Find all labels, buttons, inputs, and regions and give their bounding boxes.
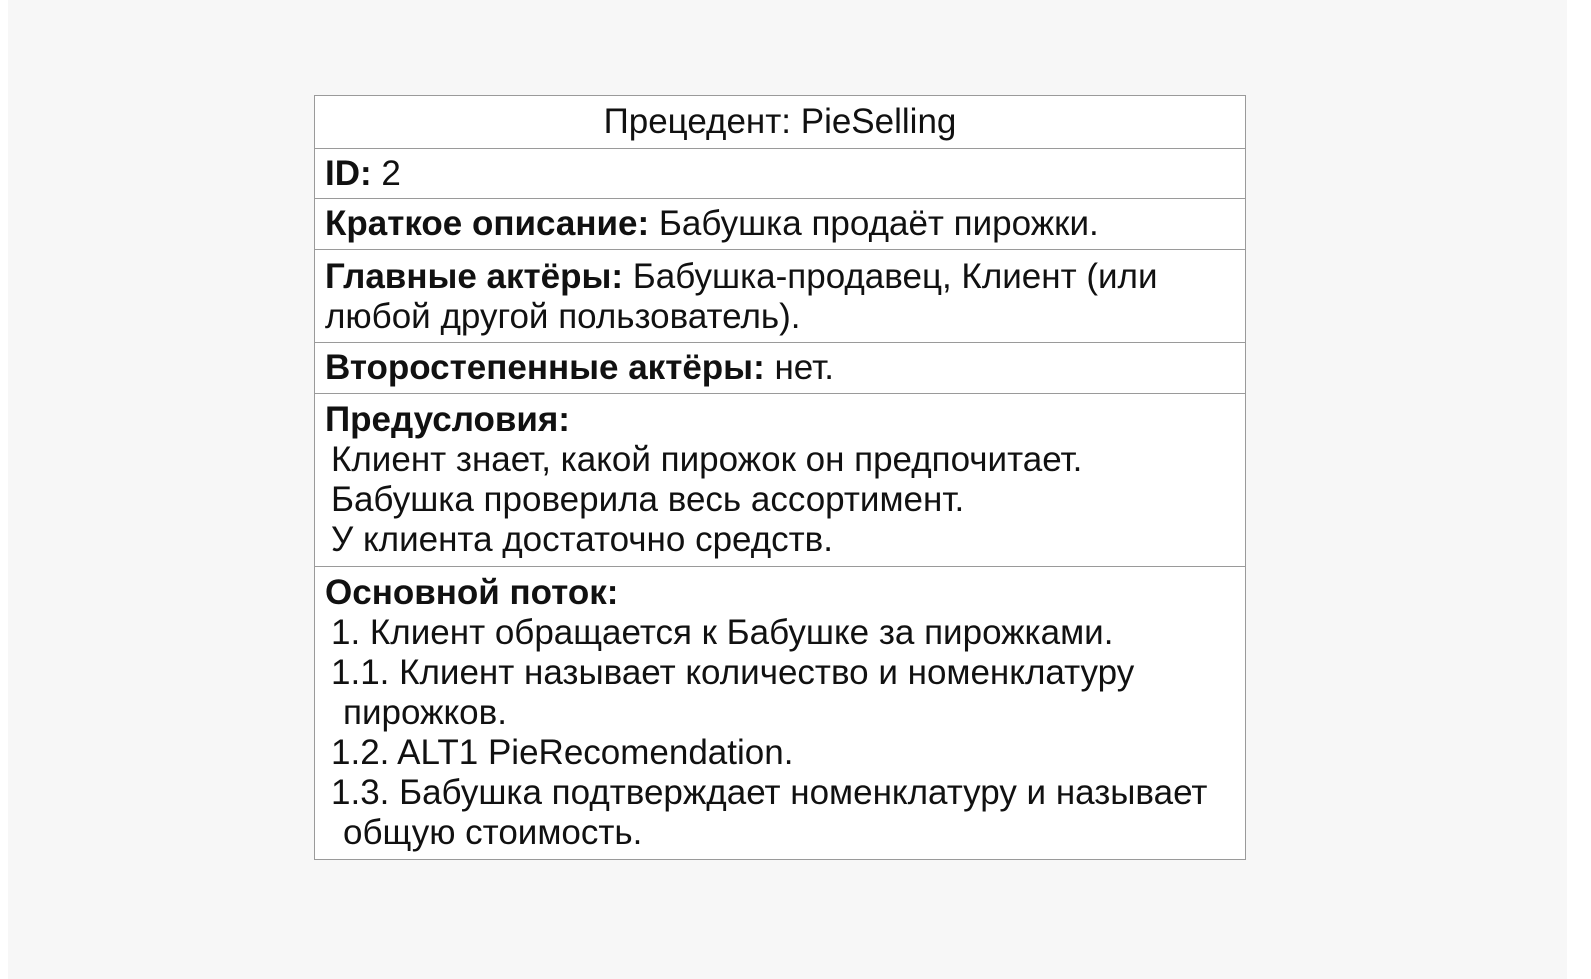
main-flow-label: Основной поток: [325, 573, 619, 612]
main-flow-row [315, 566, 1245, 859]
use-case-table [314, 95, 1246, 860]
flow-step-1-3-continuation: общую стоимость. [343, 813, 643, 852]
id-value: 2 [381, 154, 401, 193]
use-case-title-row [315, 96, 1245, 148]
secondary-actors-row [315, 342, 1245, 393]
main-actors-row [315, 249, 1245, 342]
preconditions-label: Предусловия: [325, 400, 570, 439]
brief-description-value: Бабушка продаёт пирожки. [658, 204, 1099, 243]
flow-step-1: 1. Клиент обращается к Бабушке за пирожками. [331, 613, 1114, 652]
main-actors-value-line1: Бабушка-продавец, Клиент (или [632, 257, 1158, 296]
secondary-actors-value: нет. [774, 348, 834, 387]
preconditions-row [315, 393, 1245, 566]
precondition-item: Бабушка проверила весь ассортимент. [331, 480, 965, 519]
page-background [8, 0, 1567, 979]
precondition-item: У клиента достаточно средств. [331, 520, 833, 559]
id-row [315, 148, 1245, 198]
precondition-item: Клиент знает, какой пирожок он предпочитает. [331, 440, 1083, 479]
secondary-actors-label: Второстепенные актёры: [325, 348, 765, 387]
use-case-title: Прецедент: PieSelling [603, 102, 957, 141]
brief-description-row [315, 198, 1245, 249]
flow-step-1-3: 1.3. Бабушка подтверждает номенклатуру и называет [331, 773, 1208, 812]
flow-step-1-2: 1.2. ALT1 PieRecomendation. [331, 733, 794, 772]
id-label: ID: [325, 154, 372, 193]
brief-description-label: Краткое описание: [325, 204, 650, 243]
main-actors-label: Главные актёры: [325, 257, 624, 296]
flow-step-1-1-continuation: пирожков. [343, 693, 507, 732]
main-actors-value-line2: любой другой пользователь). [325, 297, 801, 336]
flow-step-1-1: 1.1. Клиент называет количество и номенклатуру [331, 653, 1135, 692]
